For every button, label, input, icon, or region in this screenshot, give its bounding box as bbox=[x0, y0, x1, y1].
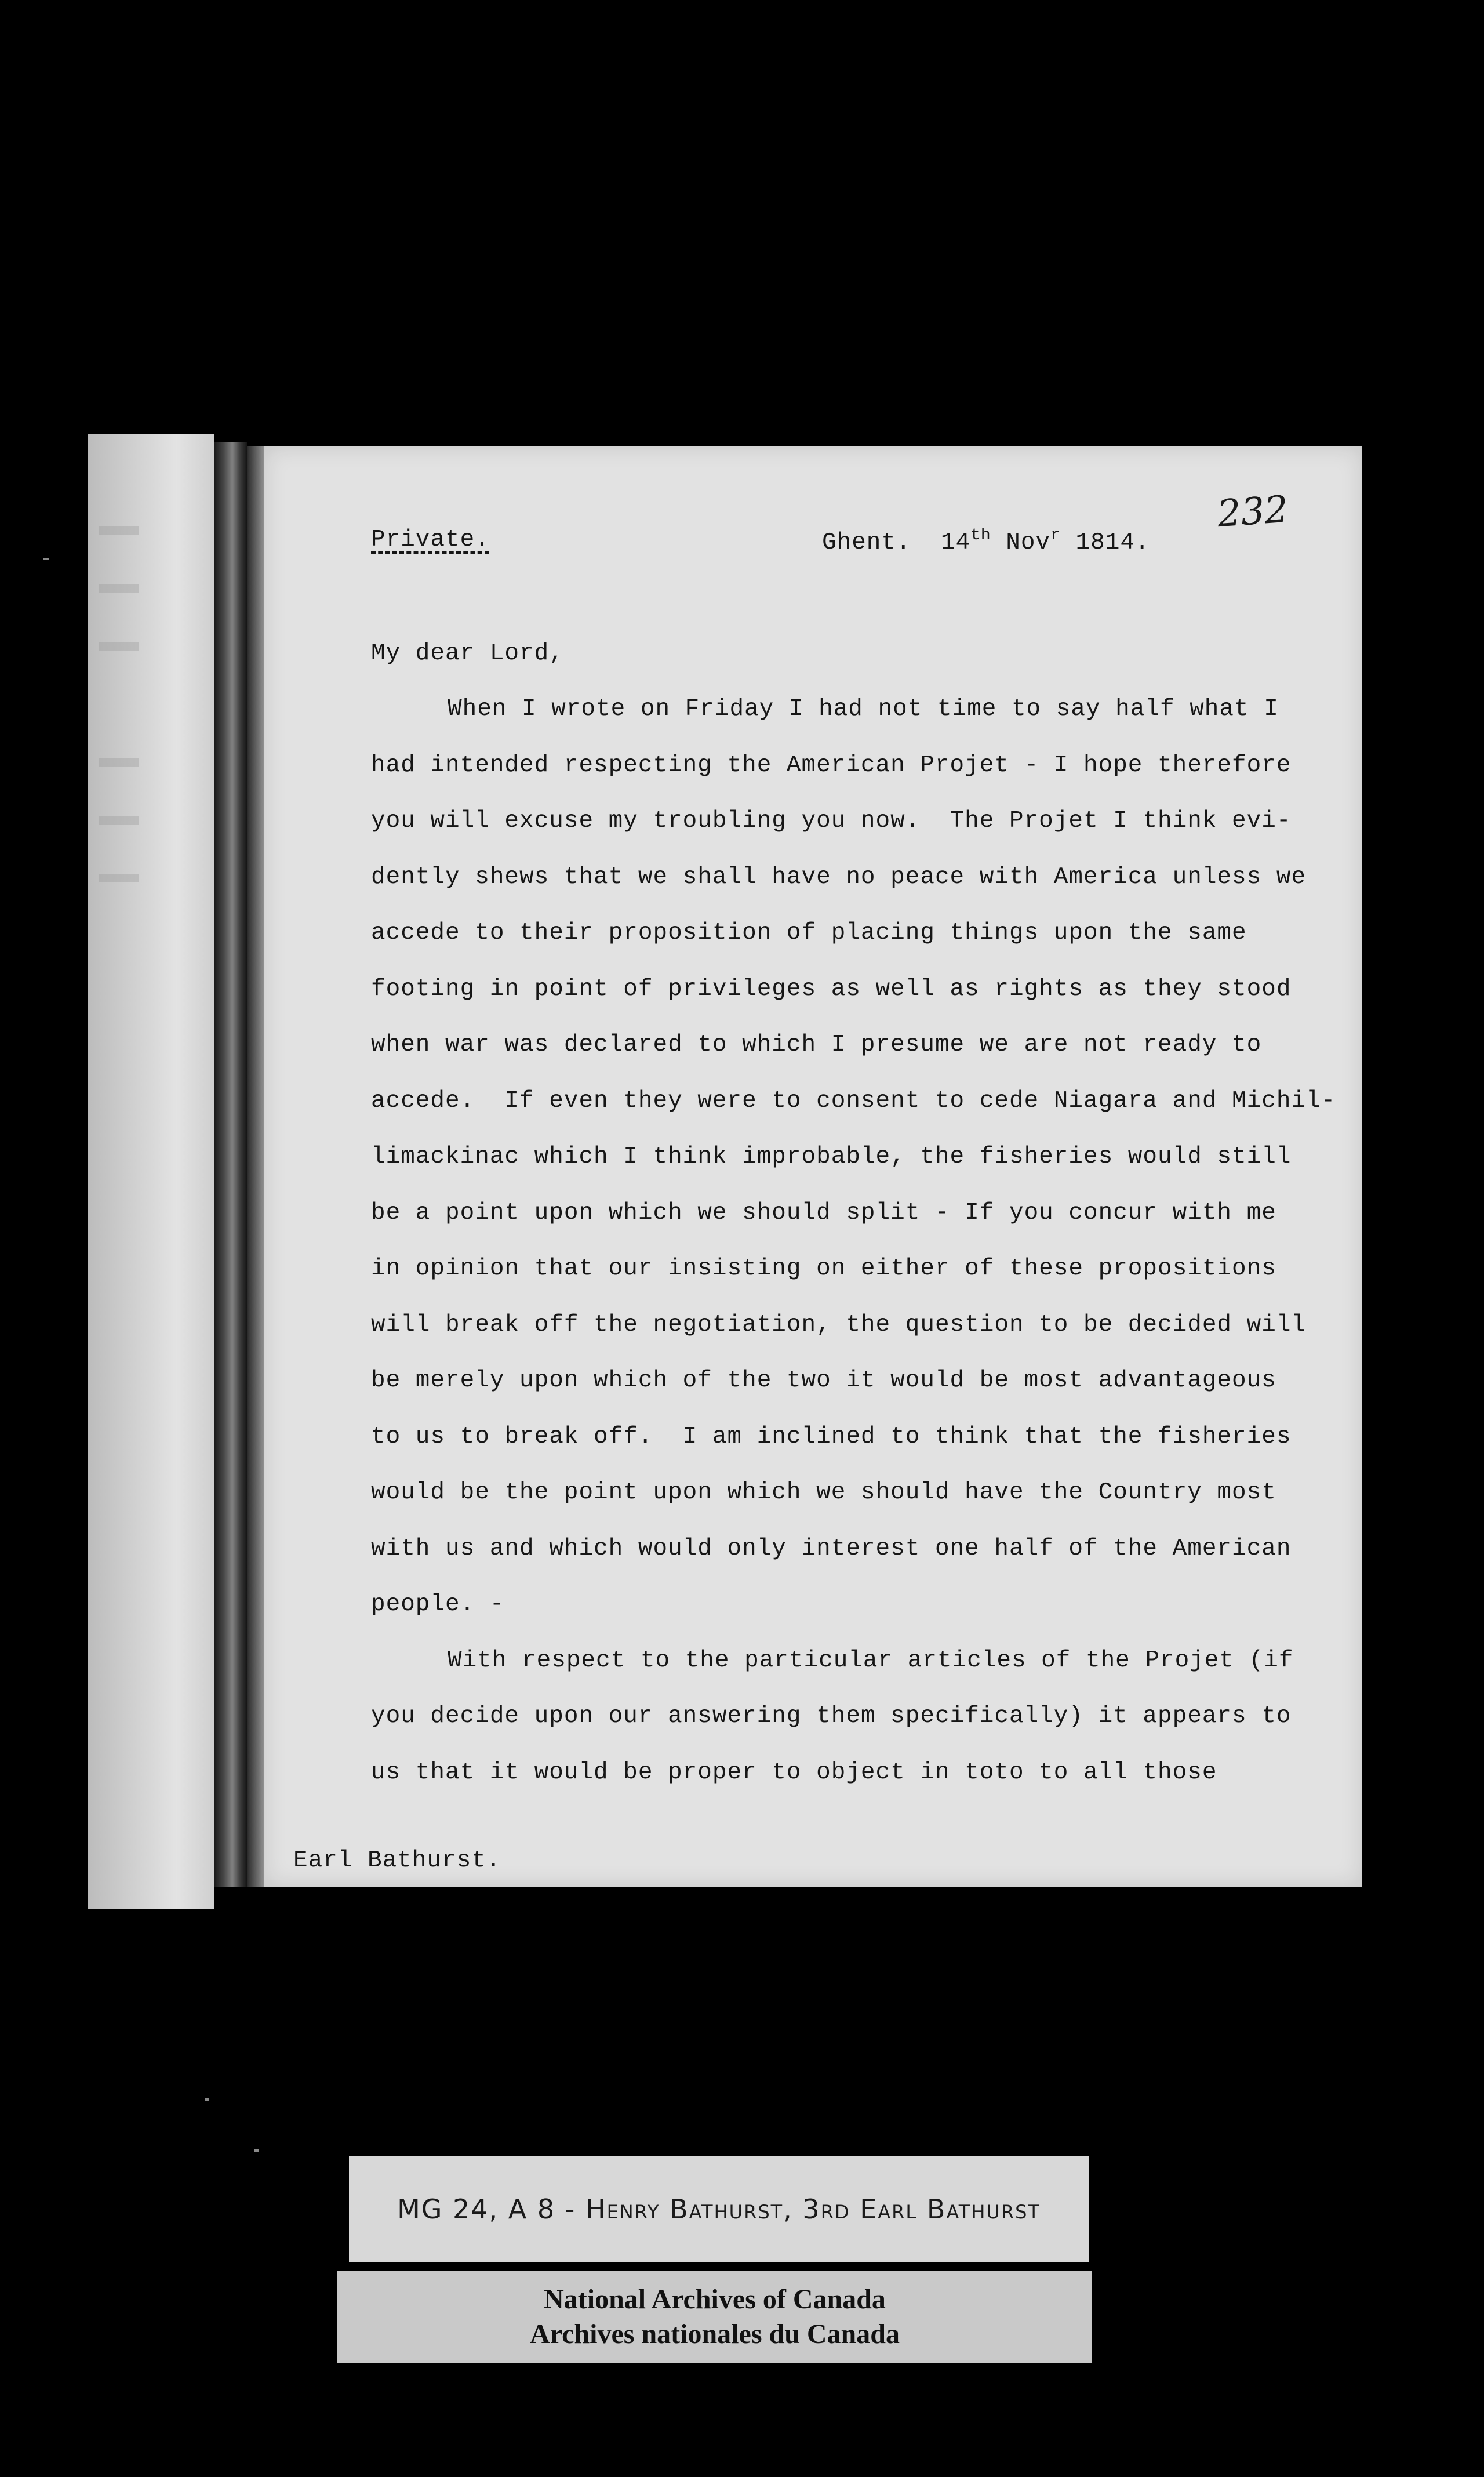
body-line: with us and which would only interest one half of the American bbox=[371, 1535, 1292, 1562]
dateline bbox=[822, 526, 1150, 556]
body-line: when war was declared to which I presume we are not ready to bbox=[371, 1032, 1262, 1058]
show-through-mark bbox=[99, 758, 139, 767]
salutation: My dear Lord, bbox=[371, 640, 564, 667]
date-year: 1814. bbox=[1075, 529, 1150, 556]
body-line: With respect to the particular articles of the Projet (if bbox=[448, 1647, 1294, 1674]
date-month: Nov bbox=[1006, 529, 1051, 556]
body-line: be merely upon which of the two it would be most advantageous bbox=[371, 1367, 1276, 1394]
private-label: Private. bbox=[371, 526, 490, 553]
body-line: accede to their proposition of placing things upon the same bbox=[371, 920, 1247, 946]
body-line: footing in point of privileges as well as rights as they stood bbox=[371, 976, 1292, 1003]
place: Ghent. bbox=[822, 529, 911, 556]
show-through-mark bbox=[99, 874, 139, 882]
body-line: had intended respecting the American Projet - I hope therefore bbox=[371, 752, 1292, 779]
body-line: people. - bbox=[371, 1591, 505, 1618]
body-line: When I wrote on Friday I had not time to say half what I bbox=[448, 696, 1279, 722]
addressee: Earl Bathurst. bbox=[293, 1847, 501, 1874]
date-day-suffix: th bbox=[970, 526, 991, 544]
dust-speck bbox=[205, 2098, 209, 2101]
show-through-mark bbox=[99, 816, 139, 825]
body-line: you decide upon our answering them specifically) it appears to bbox=[371, 1703, 1292, 1730]
body-line: be a point upon which we should split - If you concur with me bbox=[371, 1200, 1276, 1226]
left-page-edge bbox=[88, 434, 214, 1909]
body-line: would be the point upon which we should have the Country most bbox=[371, 1479, 1276, 1506]
date-day: 14 bbox=[940, 529, 971, 556]
dust-speck bbox=[254, 2149, 259, 2152]
body-line: to us to break off. I am inclined to think that the fisheries bbox=[371, 1423, 1292, 1450]
body-line: limackinac which I think improbable, the fisheries would still bbox=[371, 1143, 1292, 1170]
private-heading bbox=[371, 526, 490, 553]
body-line: you will excuse my troubling you now. The Projet I think evi- bbox=[371, 808, 1292, 834]
body-line: in opinion that our insisting on either of these propositions bbox=[371, 1255, 1276, 1282]
body-line: accede. If even they were to consent to cede Niagara and Michil- bbox=[371, 1088, 1336, 1114]
archive-name-fr: Archives nationales du Canada bbox=[530, 2319, 900, 2349]
book-spine bbox=[214, 442, 247, 1887]
dust-speck bbox=[43, 558, 49, 560]
archive-name-en: National Archives of Canada bbox=[544, 2284, 886, 2315]
body-line: dently shews that we shall have no peace with America unless we bbox=[371, 864, 1307, 891]
show-through-mark bbox=[99, 584, 139, 593]
show-through-mark bbox=[99, 526, 139, 535]
show-through-mark bbox=[99, 642, 139, 651]
folio-number: 232 bbox=[1216, 488, 1290, 536]
reference-label-box bbox=[349, 2156, 1089, 2262]
date-month-suffix: r bbox=[1050, 526, 1061, 544]
body-line: will break off the negotiation, the question to be decided will bbox=[371, 1312, 1307, 1338]
reference-label: MG 24, A 8 - Henry Bathurst, 3rd Earl Bathurst bbox=[397, 2193, 1041, 2225]
archive-label-box bbox=[337, 2271, 1092, 2363]
body-line: us that it would be proper to object in toto to all those bbox=[371, 1759, 1217, 1786]
